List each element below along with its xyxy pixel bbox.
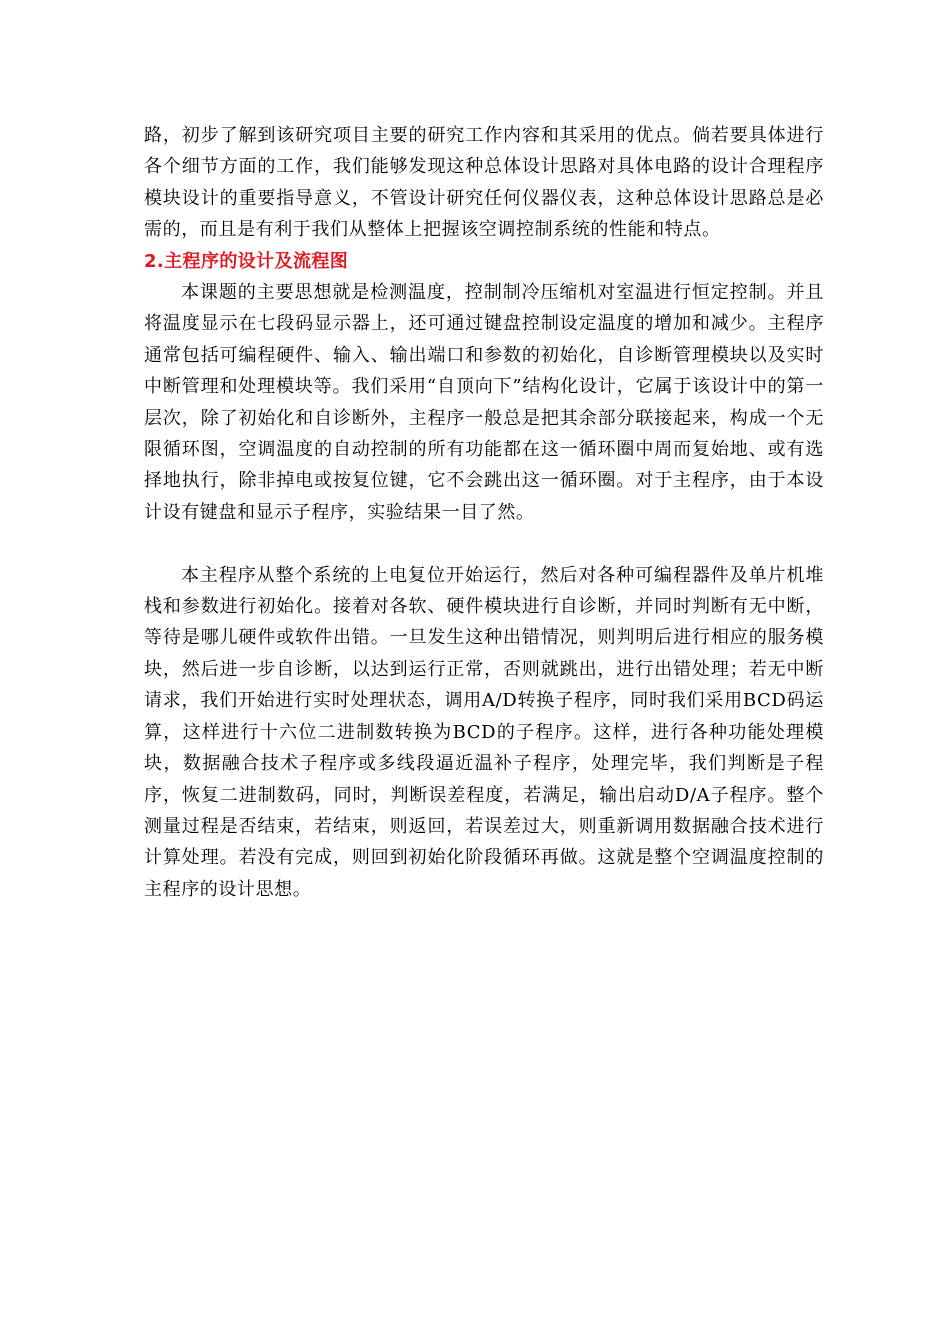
document-page (144, 120, 824, 905)
paragraph-main-idea: 本课题的主要思想就是检测温度，控制制冷压缩机对室温进行恒定控制。并且将温度显示在七段码显示器上，还可通过键盘控制设定温度的增加和减少。主程序通常包括可编程硬件、输入、输出端口和参数的初始化，自诊断管理模块以及实时中断管理和处理模块等。我们采用“自顶向下”结构化设计，它属于该设计中的第一层次，除了初始化和自诊断外，主程序一般总是把其余部分联接起来，构成一个无限循环图，空调温度的自动控制的所有功能都在这一循环圈中周而复始地、或有选择地执行，除非掉电或按复位键，它不会跳出这一循环圈。对于主程序，由于本设计设有键盘和显示子程序，实验结果一目了然。 (144, 282, 824, 523)
paragraph-spacer (144, 528, 824, 559)
section-heading: 2.主程序的设计及流程图 (144, 250, 349, 272)
paragraph-continuation: 路，初步了解到该研究项目主要的研究工作内容和其采用的优点。倘若要具体进行各个细节方面的工作，我们能够发现这种总体设计思路对具体电路的设计合理程序模块设计的重要指导意义，不管设计研究任何仪器仪表，这种总体设计思路总是必需的，而且是有利于我们从整体上把握该空调控制系统的性能和特点。 (144, 125, 824, 241)
paragraph-program-flow: 本主程序从整个系统的上电复位开始运行，然后对各种可编程器件及单片机堆栈和参数进行初始化。接着对各软、硬件模块进行自诊断，并同时判断有无中断，等待是哪儿硬件或软件出错。一旦发生这种出错情况，则判明后进行相应的服务模块，然后进一步自诊断，以达到运行正常，否则就跳出，进行出错处理；若无中断请求，我们开始进行实时处理状态，调用A/D转换子程序，同时我们采用BCD码运算，这样进行十六位二进制数转换为BCD的子程序。这样，进行各种功能处理模块，数据融合技术子程序或多线段逼近温补子程序，处理完毕，我们判断是子程序，恢复二进制数码，同时，判断误差程度，若满足，输出启动D/A子程序。整个测量过程是否结束，若结束，则返回，若误差过大，则重新调用数据融合技术进行计算处理。若没有完成，则回到初始化阶段循环再做。这就是整个空调温度控制的主程序的设计思想。 (144, 564, 824, 900)
